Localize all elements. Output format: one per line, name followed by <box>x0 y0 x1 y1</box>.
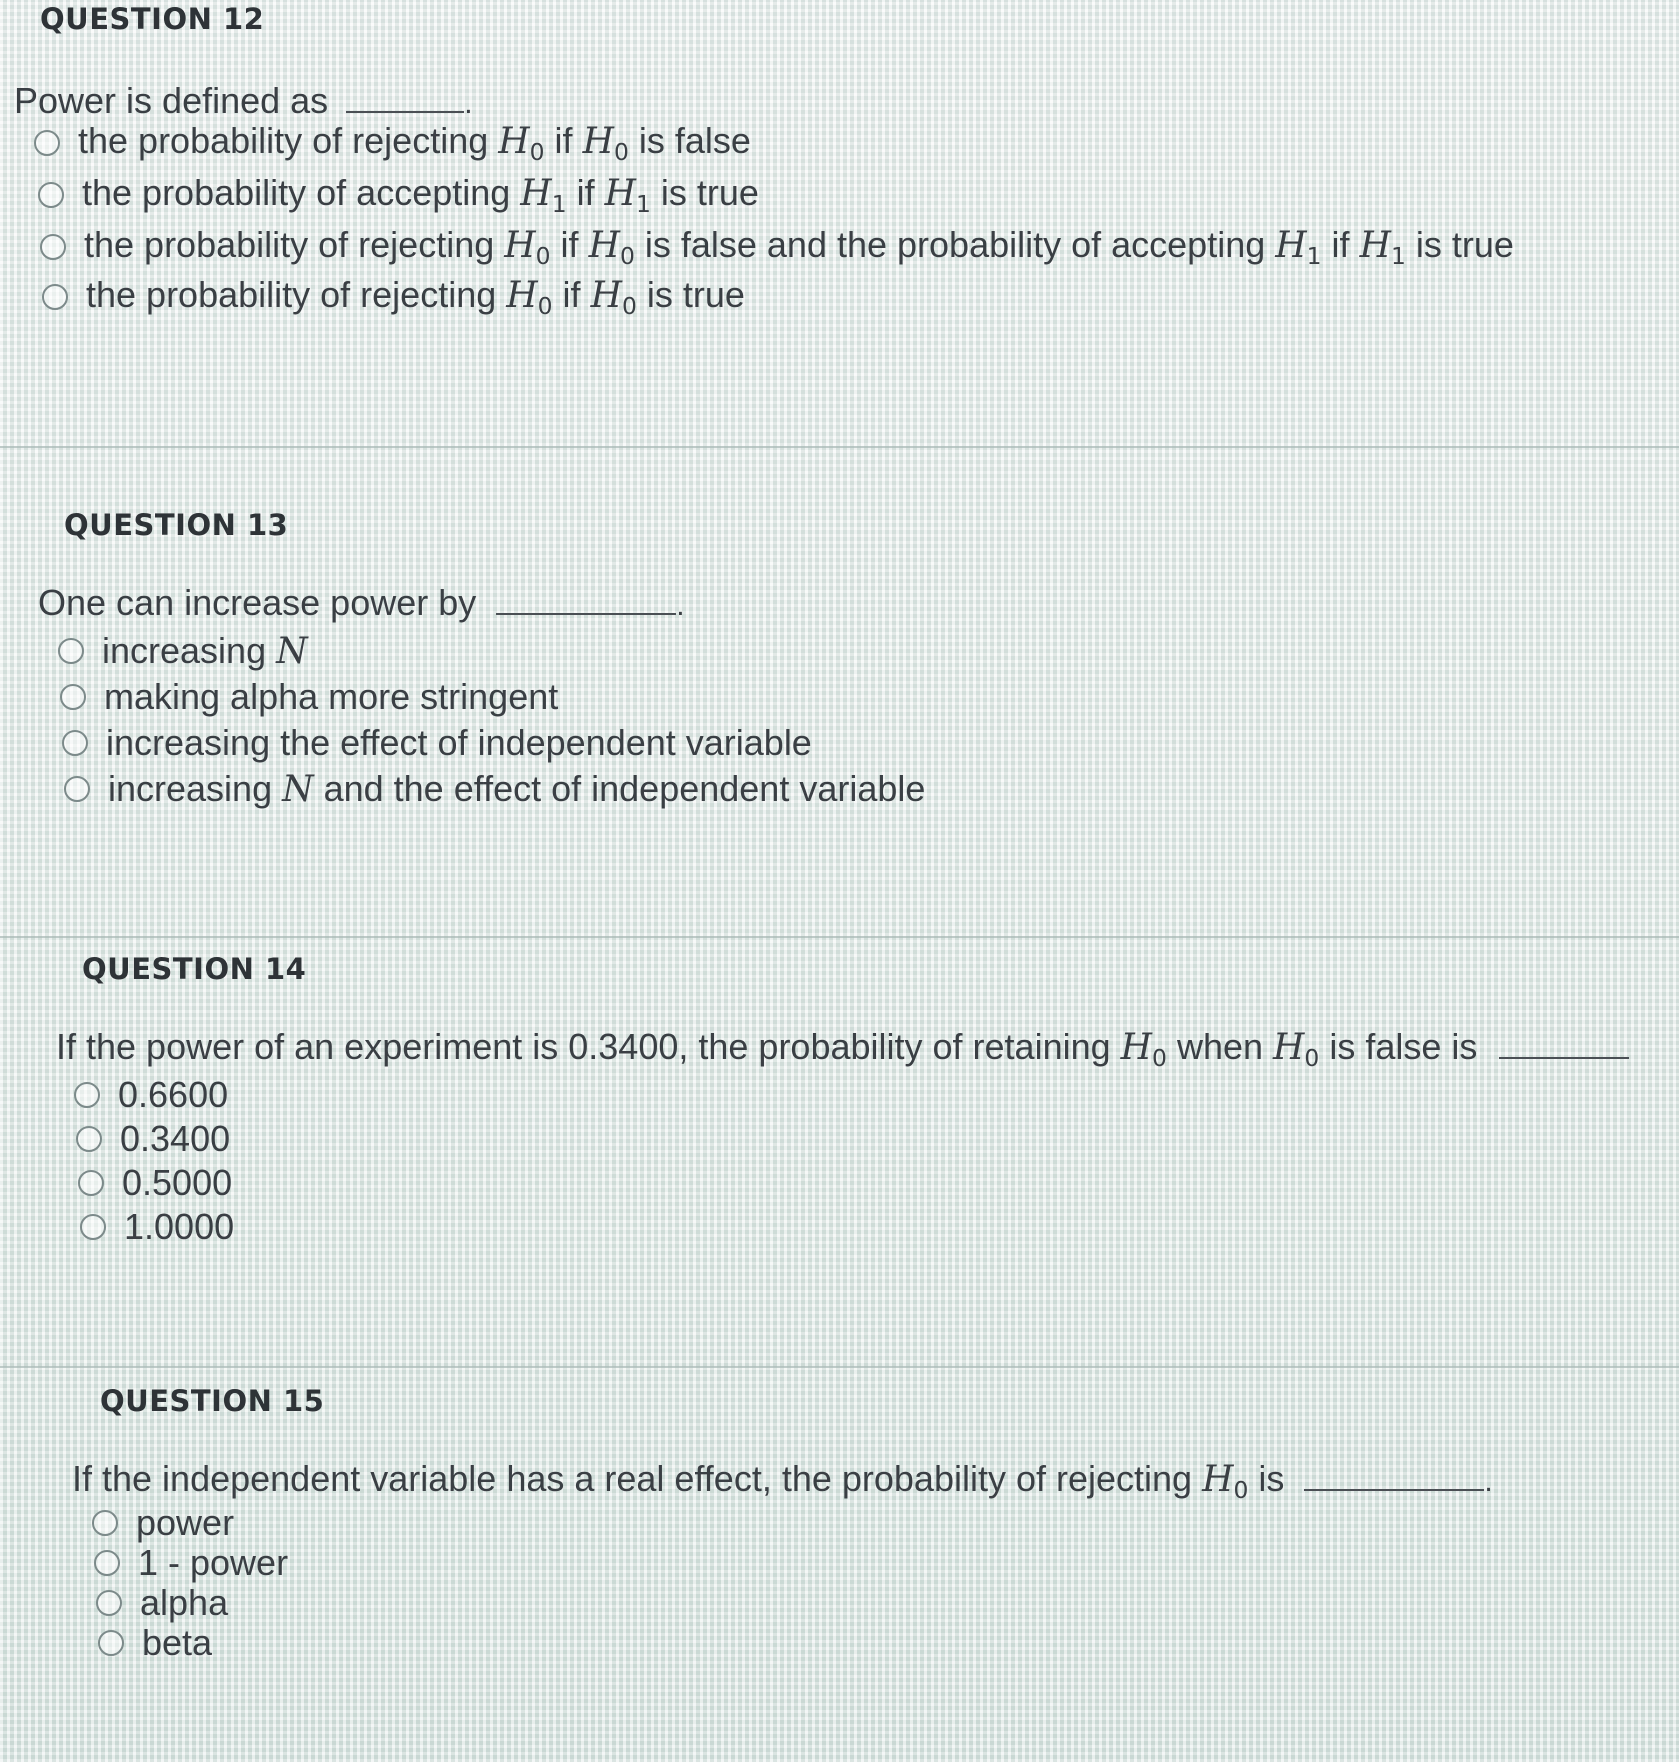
q12-option-4[interactable] <box>42 274 745 320</box>
q14-option-1[interactable] <box>74 1074 228 1116</box>
radio-button[interactable] <box>94 1550 120 1576</box>
radio-button[interactable] <box>60 684 86 710</box>
option-label: power <box>136 1502 235 1543</box>
question-15-title: QUESTION 15 <box>100 1384 325 1418</box>
q14-option-3[interactable] <box>78 1162 232 1204</box>
option-label: 0.3400 <box>120 1118 231 1159</box>
radio-button[interactable] <box>64 776 90 802</box>
answer-blank <box>1304 1488 1484 1491</box>
radio-button[interactable] <box>80 1214 106 1240</box>
question-14-stem: If the power of an experiment is 0.3400, the probability of retaining $H_0$ when $H_0$ is false is <box>56 1026 1629 1072</box>
question-13-stem: One can increase power by . <box>38 582 685 623</box>
question-divider <box>0 1366 1679 1368</box>
question-15-stem: If the independent variable has a real effect, the probability of rejecting $H_0$ is . <box>72 1458 1493 1505</box>
radio-button[interactable] <box>92 1510 118 1536</box>
radio-button[interactable] <box>34 130 60 156</box>
answer-blank <box>1499 1056 1629 1059</box>
answer-blank <box>346 110 464 113</box>
radio-button[interactable] <box>78 1170 104 1196</box>
radio-button[interactable] <box>74 1082 100 1108</box>
radio-button[interactable] <box>42 284 68 310</box>
radio-button[interactable] <box>96 1590 122 1616</box>
option-label: 1 - power <box>138 1542 289 1583</box>
option-label: the probability of rejecting $H_0$ if $H_0$ is false <box>78 120 751 167</box>
question-14-title: QUESTION 14 <box>82 952 307 986</box>
question-12-title: QUESTION 12 <box>40 2 265 36</box>
radio-button[interactable] <box>98 1630 124 1656</box>
question-12-stem: Power is defined as . <box>14 80 473 121</box>
radio-button[interactable] <box>38 182 64 208</box>
option-label: the probability of rejecting $H_0$ if $H_0$ is false and the probability of accepting $H_1$ if $H_1$ is true <box>84 224 1514 271</box>
option-label: increasing the effect of independent variable <box>106 722 812 763</box>
q15-option-1[interactable] <box>92 1502 234 1544</box>
option-label: increasing N and the effect of independent variable <box>108 768 926 810</box>
question-divider <box>0 446 1679 448</box>
option-label: making alpha more stringent <box>104 676 559 717</box>
answer-blank <box>496 612 676 615</box>
option-label: 0.5000 <box>122 1162 233 1203</box>
q15-option-2[interactable] <box>94 1542 288 1584</box>
option-label: alpha <box>140 1582 229 1623</box>
q13-option-2[interactable] <box>60 676 558 718</box>
q12-option-2[interactable] <box>38 172 759 218</box>
q15-option-3[interactable] <box>96 1582 228 1624</box>
question-13-title: QUESTION 13 <box>64 508 289 542</box>
q14-option-4[interactable] <box>80 1206 234 1248</box>
q14-option-2[interactable] <box>76 1118 230 1160</box>
radio-button[interactable] <box>58 638 84 664</box>
option-label: increasing N <box>102 630 308 672</box>
question-divider <box>0 936 1679 938</box>
option-label: the probability of accepting $H_1$ if $H_1$ is true <box>82 172 759 219</box>
q13-option-1[interactable] <box>58 630 308 672</box>
q13-option-4[interactable] <box>64 768 925 810</box>
q12-option-3[interactable] <box>40 224 1514 270</box>
q15-option-4[interactable] <box>98 1622 212 1664</box>
radio-button[interactable] <box>40 234 66 260</box>
q12-option-1[interactable] <box>34 120 751 166</box>
option-label: beta <box>142 1622 213 1663</box>
option-label: the probability of rejecting $H_0$ if $H_0$ is true <box>86 274 745 321</box>
option-label: 0.6600 <box>118 1074 229 1115</box>
option-label: 1.0000 <box>124 1206 235 1247</box>
q13-option-3[interactable] <box>62 722 812 764</box>
radio-button[interactable] <box>76 1126 102 1152</box>
radio-button[interactable] <box>62 730 88 756</box>
